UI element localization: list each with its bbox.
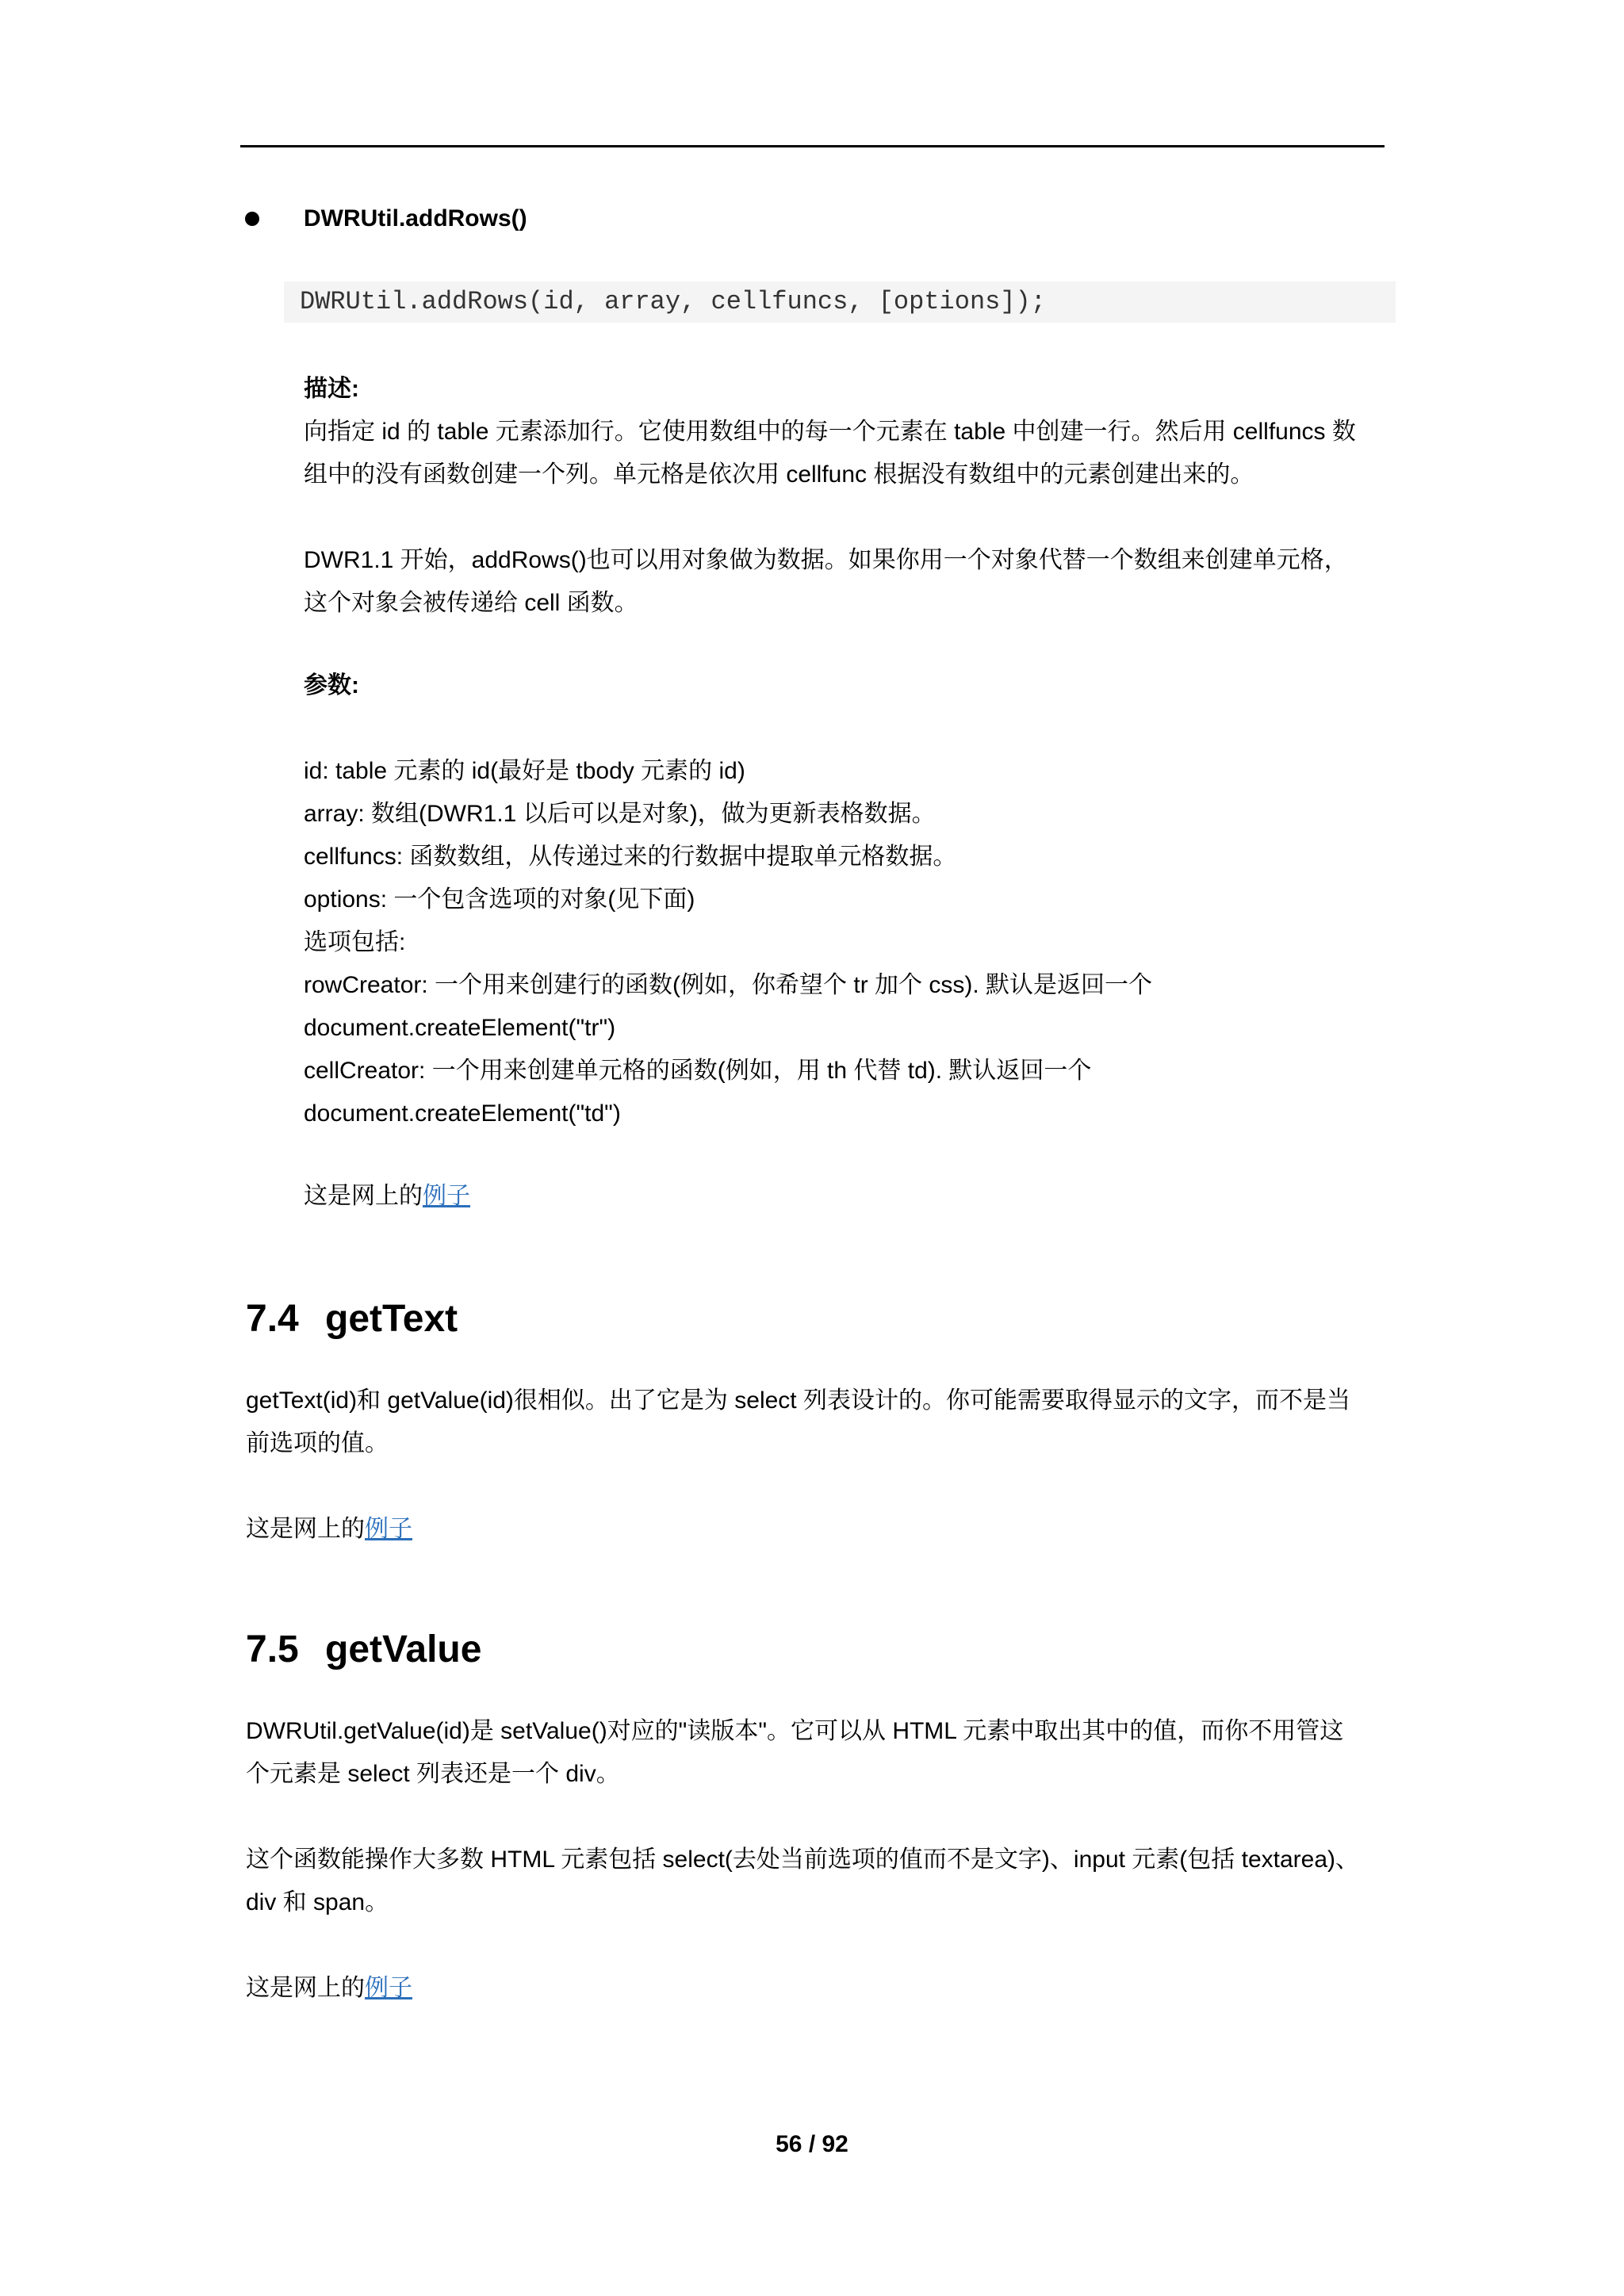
description-line: 组中的没有函数创建一个列。单元格是依次用 cellfunc 根据没有数组中的元素创建出来的。 (304, 461, 1254, 488)
paragraph-line: getText(id)和 getValue(id)很相似。出了它是为 select 列表设计的。你可能需要取得显示的文字，而不是当 (246, 1387, 1350, 1414)
bullet-title: DWRUtil.addRows() (304, 205, 527, 232)
param-line: array: 数组(DWR1.1 以后可以是对象)，做为更新表格数据。 (304, 801, 936, 827)
page-separator: / (802, 2131, 822, 2157)
paragraph-line: div 和 span。 (246, 1889, 389, 1915)
param-line: cellCreator: 一个用来创建单元格的函数(例如，用 th 代替 td). 默认返回一个 (304, 1058, 1092, 1084)
params-heading: 参数: (304, 672, 359, 698)
section-7-5-body (246, 1710, 1359, 2010)
description-line: 这个对象会被传递给 cell 函数。 (304, 590, 638, 616)
description-heading: 描述: (304, 376, 359, 402)
paragraph-line: 前选项的值。 (246, 1430, 389, 1456)
param-line: options: 一个包含选项的对象(见下面) (304, 886, 695, 913)
description-line: DWR1.1 开始，addRows()也可以用对象做为数据。如果你用一个对象代替一个数组来创建单元格， (304, 547, 1348, 573)
section-heading-7-4 (246, 1295, 458, 1343)
param-line: rowCreator: 一个用来创建行的函数(例如，你希望个 tr 加个 css). 默认是返回一个 (304, 972, 1153, 998)
paragraph-line: 这个函数能操作大多数 HTML 元素包括 select(去处当前选项的值而不是文字)、input 元素(包括 textarea)、 (246, 1846, 1360, 1873)
param-line: 选项包括: (304, 929, 406, 955)
example-line (246, 1967, 1359, 2010)
param-line: document.createElement("tr") (304, 1015, 616, 1041)
section-7-4-body (246, 1380, 1350, 1551)
description-line: 向指定 id 的 table 元素添加行。它使用数组中的每一个元素在 table 中创建一行。然后用 cellfuncs 数 (304, 419, 1356, 445)
example-prefix: 这是网上的 (246, 1975, 365, 2001)
example-link[interactable]: 例子 (365, 1516, 412, 1542)
example-prefix: 这是网上的 (304, 1183, 423, 1209)
param-line: id: table 元素的 id(最好是 tbody 元素的 id) (304, 758, 745, 784)
example-prefix: 这是网上的 (246, 1516, 365, 1542)
code-signature: DWRUtil.addRows(id, array, cellfuncs, [options]); (284, 281, 1396, 323)
paragraph-line: 个元素是 select 列表还是一个 div。 (246, 1761, 620, 1787)
header-rule (240, 145, 1385, 147)
description-block (304, 368, 1356, 625)
current-page: 56 (776, 2131, 802, 2157)
param-line: cellfuncs: 函数数组，从传递过来的行数据中提取单元格数据。 (304, 844, 957, 870)
param-line: document.createElement("td") (304, 1100, 621, 1127)
bullet-dot-icon (245, 212, 259, 226)
params-block (304, 664, 1152, 1135)
section-heading-7-5 (246, 1626, 481, 1674)
example-line (246, 1508, 1350, 1551)
section-title: getValue (325, 1628, 482, 1670)
page-number (0, 2131, 1624, 2158)
section-number: 7.5 (246, 1628, 299, 1670)
total-pages: 92 (822, 2131, 848, 2157)
section-title: getText (325, 1298, 458, 1340)
example-line (304, 1175, 470, 1218)
example-link[interactable]: 例子 (365, 1975, 412, 2001)
example-link[interactable]: 例子 (423, 1183, 470, 1209)
paragraph-line: DWRUtil.getValue(id)是 setValue()对应的"读版本"。它可以从 HTML 元素中取出其中的值，而你不用管这 (246, 1718, 1344, 1744)
bullet-item (245, 203, 527, 235)
section-number: 7.4 (246, 1298, 299, 1340)
